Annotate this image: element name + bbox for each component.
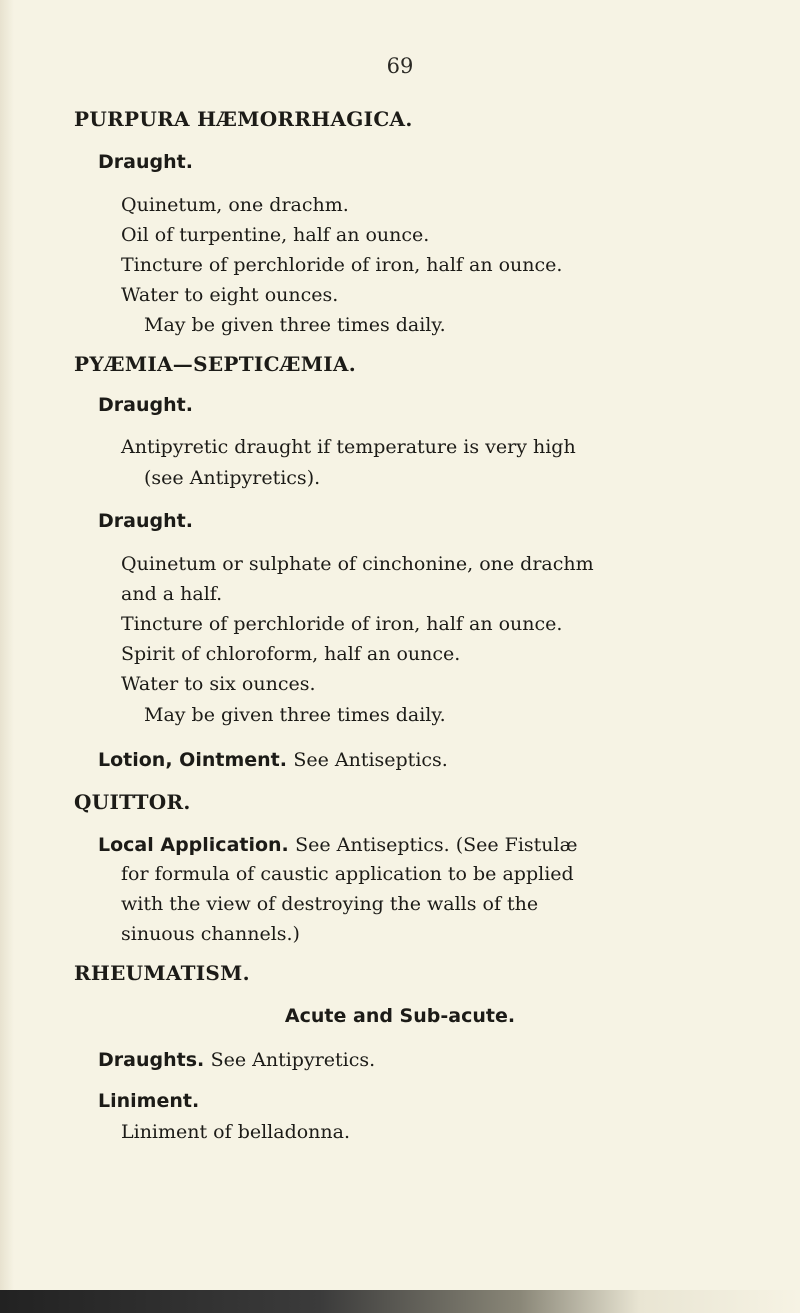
quittor-local-label: Local Application.: [98, 834, 289, 856]
rheumatism-liniment-label: Liniment.: [98, 1090, 200, 1112]
quittor-local-line: for formula of caustic application to be applied: [121, 863, 574, 885]
rheumatism-draughts-label: Draughts.: [98, 1049, 205, 1071]
quittor-local-ref: See Antiseptics. (See Fistulæ: [295, 834, 578, 856]
quittor-local-entry: [98, 832, 577, 857]
pyaemia-draught2-line: May be given three times daily.: [144, 704, 446, 726]
lotion-ointment-entry: [98, 747, 448, 772]
rheumatism-subtitle: Acute and Sub-acute.: [284, 1005, 516, 1027]
rheumatism-heading: RHEUMATISM.: [74, 961, 250, 985]
rheumatism-draughts-entry: [98, 1047, 375, 1072]
quittor-local-line: sinuous channels.): [121, 923, 300, 945]
pyaemia-draught2-label: Draught.: [98, 510, 193, 532]
purpura-line: Tincture of perchloride of iron, half an ounce.: [121, 254, 563, 276]
pyaemia-heading: PYÆMIA—SEPTICÆMIA.: [74, 352, 356, 376]
pyaemia-draught-label: Draught.: [98, 394, 193, 416]
purpura-heading: PURPURA HÆMORRHAGICA.: [74, 107, 413, 131]
purpura-line: Quinetum, one drachm.: [121, 194, 349, 216]
pyaemia-draught2-line: Spirit of chloroform, half an ounce.: [121, 643, 461, 665]
lotion-ointment-ref: See Antiseptics.: [293, 749, 448, 771]
pyaemia-draught-line: (see Antipyretics).: [144, 467, 321, 489]
rheumatism-liniment-line: Liniment of belladonna.: [121, 1121, 351, 1143]
scan-bottom-edge: [0, 1290, 800, 1313]
purpura-draught-label: Draught.: [98, 151, 193, 173]
page-edge-shadow: [0, 0, 14, 1313]
pyaemia-draught2-line: Water to six ounces.: [121, 673, 316, 695]
quittor-local-line: with the view of destroying the walls of the: [121, 893, 539, 915]
lotion-ointment-label: Lotion, Ointment.: [98, 749, 287, 771]
rheumatism-draughts-ref: See Antipyretics.: [210, 1049, 376, 1071]
purpura-line: Oil of turpentine, half an ounce.: [121, 224, 430, 246]
pyaemia-draught2-line: Quinetum or sulphate of cinchonine, one drachm: [121, 553, 594, 575]
pyaemia-draught2-line: and a half.: [121, 583, 223, 605]
pyaemia-draught-line: Antipyretic draught if temperature is very high: [121, 436, 576, 458]
purpura-line: May be given three times daily.: [144, 314, 446, 336]
pyaemia-draught2-line: Tincture of perchloride of iron, half an ounce.: [121, 613, 563, 635]
quittor-heading: QUITTOR.: [74, 790, 191, 814]
purpura-line: Water to eight ounces.: [121, 284, 339, 306]
page-number: 69: [386, 54, 414, 78]
